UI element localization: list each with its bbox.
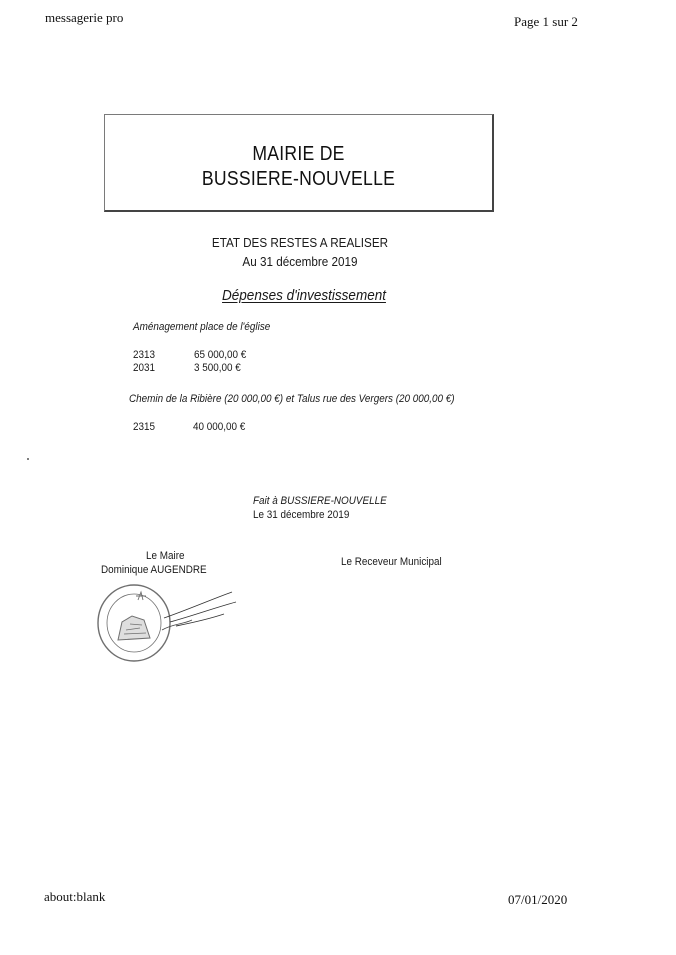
treasurer-title: Le Receveur Municipal: [341, 556, 442, 568]
account-code: 2313: [133, 349, 156, 361]
document-title-line-1: MAIRIE DE: [252, 143, 345, 165]
official-stamp-and-signature: [92, 578, 242, 674]
section-heading: Dépenses d'investissement: [222, 287, 386, 304]
report-date: Au 31 décembre 2019: [242, 254, 358, 269]
amount: 40 000,00 €: [193, 421, 246, 433]
mayor-name: Dominique AUGENDRE: [101, 564, 207, 576]
print-footer-date: 07/01/2020: [508, 892, 568, 907]
amount: 65 000,00 €: [194, 349, 247, 361]
print-footer-url: about:blank: [44, 889, 106, 904]
document-title-line-2: BUSSIERE-NOUVELLE: [201, 168, 396, 190]
project-label: Chemin de la Ribière (20 000,00 €) et Talus rue des Vergers (20 000,00 €): [129, 393, 455, 405]
mayor-title: Le Maire: [146, 550, 185, 562]
report-title: ETAT DES RESTES A REALISER: [211, 235, 389, 250]
date-line: Le 31 décembre 2019: [253, 509, 350, 521]
print-header-page-number: Page 1 sur 2: [514, 14, 578, 29]
title-box: [104, 114, 494, 212]
print-header-left: messagerie pro: [45, 10, 124, 25]
scan-speck: [27, 458, 29, 460]
place-line: Fait à BUSSIERE-NOUVELLE: [253, 495, 387, 507]
account-code: 2315: [133, 421, 156, 433]
account-code: 2031: [133, 362, 156, 374]
project-label: Aménagement place de l'église: [133, 321, 271, 333]
amount: 3 500,00 €: [194, 362, 241, 374]
